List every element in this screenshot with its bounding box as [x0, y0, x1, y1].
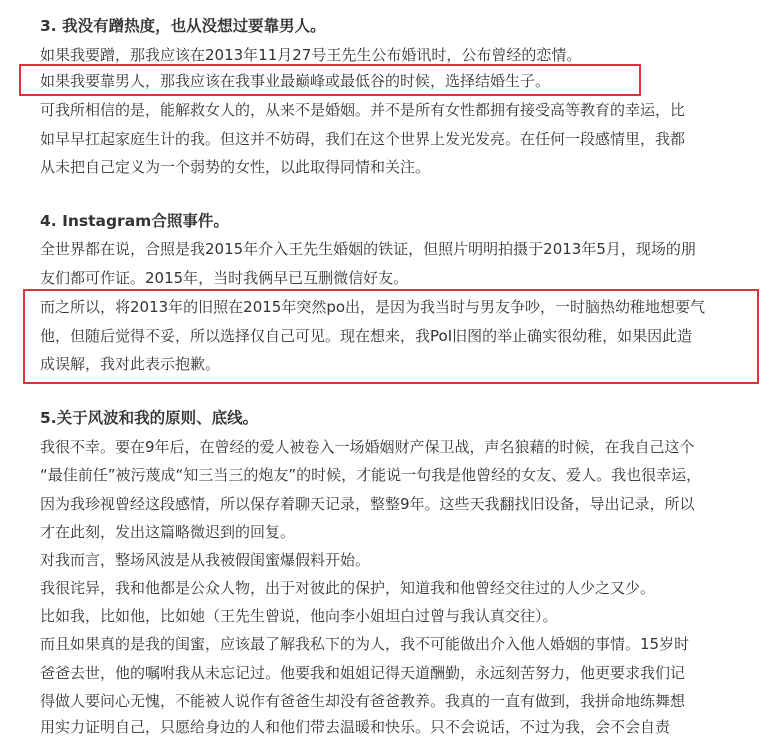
paragraph-line: 如果我要靠男人，那我应该在我事业最巅峰或最低谷的时候，选择结婚生子。 — [40, 72, 551, 90]
section-5-heading: 5.关于风波和我的原则、底线。 — [40, 409, 259, 427]
paragraph-line: 得做人要问心无愧，不能被人说作有爸爸生却没有爸爸教养。我真的一直有做到，我拼命地练舞想 — [40, 692, 686, 710]
paragraph-line: 友们都可作证。2015年，当时我俩早已互删微信好友。 — [40, 269, 409, 287]
paragraph-line: 我很不幸。要在9年后，在曾经的爱人被卷入一场婚姻财产保卫战，声名狼藉的时候，在我自己这个 — [40, 438, 695, 456]
paragraph-line: 如果我要蹭，那我应该在2013年11月27号王先生公布婚讯时，公布曾经的恋情。 — [40, 46, 582, 64]
paragraph-line: 他，但随后觉得不妥，所以选择仅自己可见。现在想来，我PoI旧图的举止确实很幼稚，如果因此造 — [40, 327, 693, 345]
section-3-heading: 3. 我没有蹭热度，也从没想过要靠男人。 — [40, 17, 326, 35]
paragraph-line: 因为我珍视曾经这段感情，所以保存着聊天记录，整整9年。这些天我翻找旧设备，导出记录，所以 — [40, 495, 695, 513]
paragraph-line: 用实力证明自己，只愿给身边的人和他们带去温暖和快乐。只不会说话，不过为我，会不会自责 — [40, 718, 671, 736]
highlight-box-marriage — [19, 64, 641, 96]
paragraph-line: 而且如果真的是我的闺蜜，应该最了解我私下的为人，我不可能做出介入他人婚姻的事情。15岁时 — [40, 635, 690, 653]
paragraph-line: 爸爸去世，他的嘱咐我从未忘记过。他要我和姐姐记得天道酬勤，永远刻苦努力，他更要求我们记 — [40, 664, 686, 682]
paragraph-line: “最佳前任”被污蔑成“知三当三的炮友”的时候，才能说一句我是他曾经的女友、爱人。我也很幸运， — [40, 466, 702, 484]
paragraph-line: 我很诧异，我和他都是公众人物，出于对彼此的保护，知道我和他曾经交往过的人少之又少。 — [40, 579, 656, 597]
paragraph-line: 比如我，比如他，比如她（王先生曾说，他向李小姐坦白过曾与我认真交往）。 — [40, 607, 558, 625]
paragraph-line: 可我所相信的是，能解救女人的，从来不是婚姻。并不是所有女性都拥有接受高等教育的幸运，比 — [40, 101, 686, 119]
paragraph-line: 从未把自己定义为一个弱势的女性，以此取得同情和关注。 — [40, 158, 431, 176]
paragraph-line: 如早早扛起家庭生计的我。但这并不妨碍，我们在这个世界上发光发亮。在任何一段感情里，我都 — [40, 130, 686, 148]
highlight-box-photo — [23, 289, 759, 384]
paragraph-line: 成误解，我对此表示抱歉。 — [40, 355, 221, 373]
paragraph-line: 才在此刻，发出这篇略微迟到的回复。 — [40, 523, 296, 541]
paragraph-line: 全世界都在说，合照是我2015年介入王先生婚姻的铁证，但照片明明拍摄于2013年5月，现场的朋 — [40, 240, 696, 258]
paragraph-line: 对我而言，整场风波是从我被假闺蜜爆假料开始。 — [40, 551, 371, 569]
section-4-heading: 4. Instagram合照事件。 — [40, 212, 229, 230]
paragraph-line: 而之所以，将2013年的旧照在2015年突然po出，是因为我当时与男友争吵，一时脑热幼稚地想要气 — [40, 298, 706, 316]
